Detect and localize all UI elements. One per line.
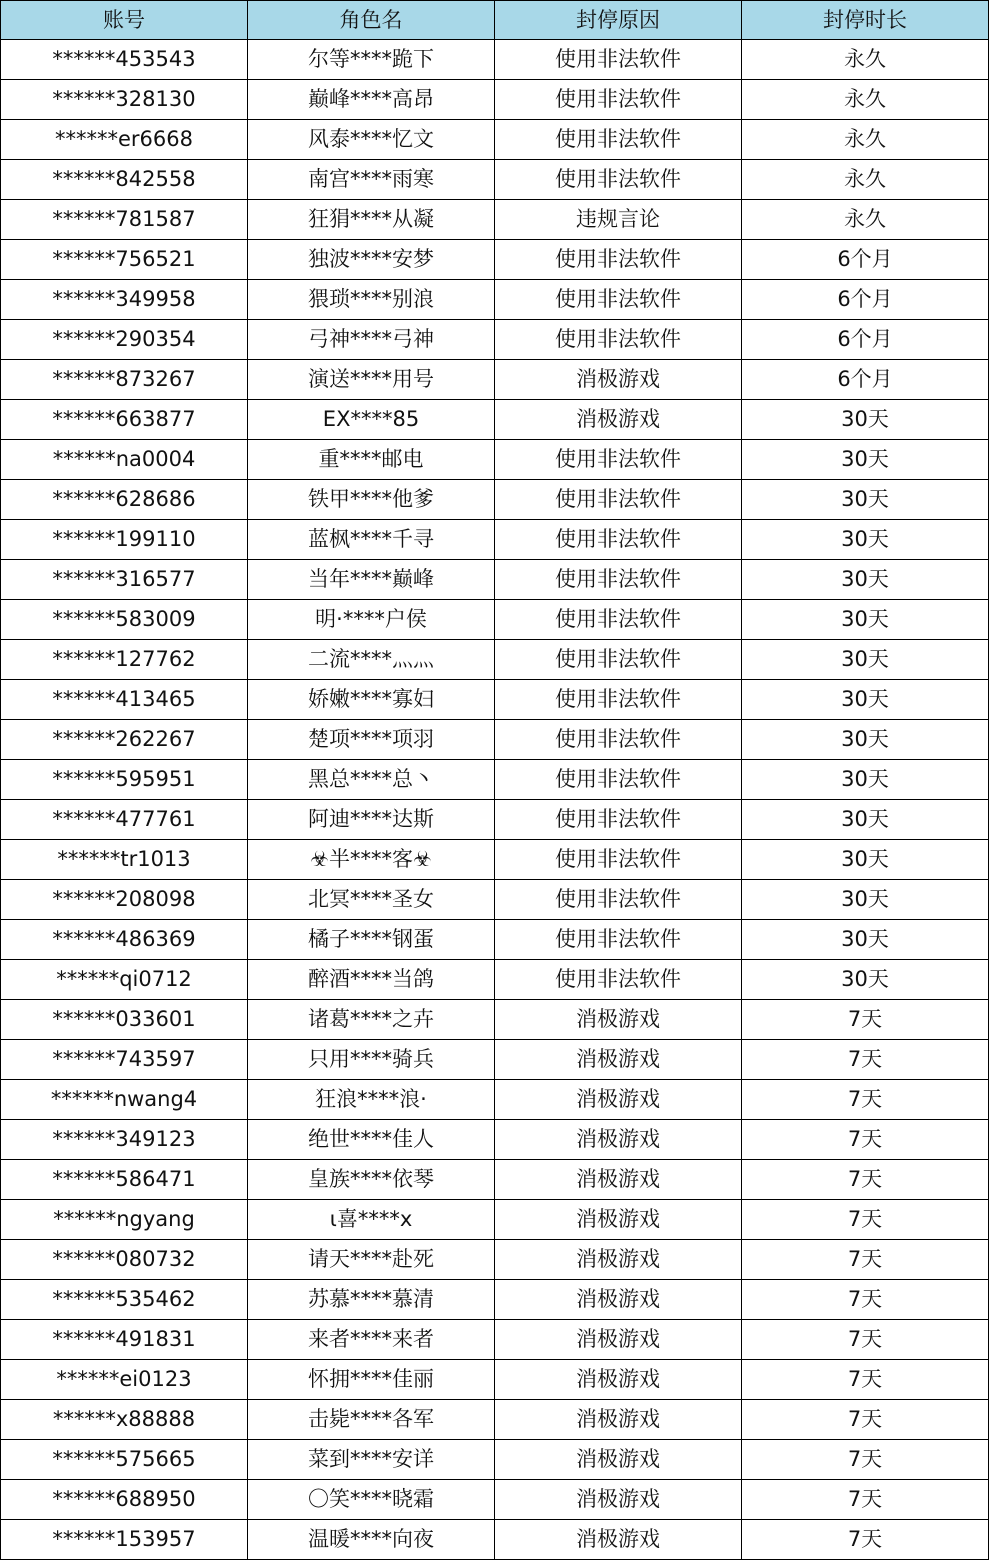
cell-ban-reason: 使用非法软件 (495, 800, 742, 840)
table-row (1, 400, 989, 440)
header-ban-duration: 封停时长 (742, 1, 989, 40)
table-row (1, 920, 989, 960)
cell-role-name: 怀拥****佳丽 (248, 1360, 495, 1400)
cell-ban-reason: 使用非法软件 (495, 280, 742, 320)
cell-ban-duration: 永久 (742, 80, 989, 120)
cell-ban-duration: 7天 (742, 1520, 989, 1560)
cell-role-name: 猥琐****别浪 (248, 280, 495, 320)
cell-ban-duration: 7天 (742, 1120, 989, 1160)
cell-ban-reason: 使用非法软件 (495, 120, 742, 160)
cell-role-name: 〇笑****晓霜 (248, 1480, 495, 1520)
cell-role-name: 狂浪****浪· (248, 1080, 495, 1120)
header-account: 账号 (1, 1, 248, 40)
cell-ban-duration: 永久 (742, 160, 989, 200)
table-row (1, 1120, 989, 1160)
header-ban-reason: 封停原因 (495, 1, 742, 40)
cell-ban-duration: 永久 (742, 120, 989, 160)
cell-role-name: 独波****安梦 (248, 240, 495, 280)
cell-ban-reason: 消极游戏 (495, 1360, 742, 1400)
cell-ban-reason: 使用非法软件 (495, 160, 742, 200)
cell-account: ******er6668 (1, 120, 248, 160)
cell-role-name: 来者****来者 (248, 1320, 495, 1360)
cell-role-name: 菜到****安详 (248, 1440, 495, 1480)
cell-role-name: 北冥****圣女 (248, 880, 495, 920)
cell-account: ******413465 (1, 680, 248, 720)
cell-ban-reason: 消极游戏 (495, 1160, 742, 1200)
cell-ban-duration: 6个月 (742, 240, 989, 280)
cell-account: ******583009 (1, 600, 248, 640)
cell-ban-reason: 使用非法软件 (495, 80, 742, 120)
cell-ban-reason: 使用非法软件 (495, 480, 742, 520)
cell-ban-duration: 7天 (742, 1440, 989, 1480)
cell-ban-reason: 消极游戏 (495, 1080, 742, 1120)
cell-ban-duration: 30天 (742, 520, 989, 560)
table-row (1, 680, 989, 720)
table-row (1, 760, 989, 800)
cell-ban-reason: 使用非法软件 (495, 640, 742, 680)
cell-account: ******208098 (1, 880, 248, 920)
cell-ban-reason: 使用非法软件 (495, 920, 742, 960)
table-row (1, 360, 989, 400)
cell-ban-reason: 消极游戏 (495, 400, 742, 440)
cell-account: ******781587 (1, 200, 248, 240)
table-row (1, 1240, 989, 1280)
table-row (1, 240, 989, 280)
cell-role-name: 风泰****忆文 (248, 120, 495, 160)
table-row (1, 1360, 989, 1400)
cell-ban-reason: 消极游戏 (495, 1480, 742, 1520)
cell-ban-reason: 使用非法软件 (495, 40, 742, 80)
table-row (1, 1280, 989, 1320)
cell-account: ******756521 (1, 240, 248, 280)
cell-account: ******453543 (1, 40, 248, 80)
table-row (1, 720, 989, 760)
cell-account: ******x88888 (1, 1400, 248, 1440)
cell-account: ******033601 (1, 1000, 248, 1040)
cell-ban-reason: 使用非法软件 (495, 760, 742, 800)
cell-role-name: 铁甲****他爹 (248, 480, 495, 520)
cell-ban-reason: 违规言论 (495, 200, 742, 240)
table-row (1, 960, 989, 1000)
cell-role-name: 弓神****弓神 (248, 320, 495, 360)
cell-account: ******842558 (1, 160, 248, 200)
cell-role-name: 黑总****总丶 (248, 760, 495, 800)
cell-ban-duration: 30天 (742, 440, 989, 480)
table-row (1, 800, 989, 840)
cell-account: ******127762 (1, 640, 248, 680)
table-row (1, 1200, 989, 1240)
cell-role-name: 醉酒****当鸽 (248, 960, 495, 1000)
cell-ban-reason: 消极游戏 (495, 1280, 742, 1320)
table-row (1, 160, 989, 200)
cell-role-name: 苏慕****慕清 (248, 1280, 495, 1320)
cell-account: ******tr1013 (1, 840, 248, 880)
table-row (1, 1000, 989, 1040)
cell-ban-reason: 使用非法软件 (495, 560, 742, 600)
cell-ban-duration: 6个月 (742, 280, 989, 320)
table-row (1, 40, 989, 80)
cell-ban-reason: 消极游戏 (495, 1240, 742, 1280)
cell-role-name: 只用****骑兵 (248, 1040, 495, 1080)
cell-account: ******491831 (1, 1320, 248, 1360)
cell-role-name: 演送****用号 (248, 360, 495, 400)
cell-ban-duration: 30天 (742, 800, 989, 840)
cell-account: ******688950 (1, 1480, 248, 1520)
cell-ban-duration: 7天 (742, 1240, 989, 1280)
cell-ban-duration: 30天 (742, 680, 989, 720)
cell-ban-duration: 30天 (742, 960, 989, 1000)
cell-ban-duration: 30天 (742, 720, 989, 760)
cell-account: ******290354 (1, 320, 248, 360)
cell-ban-duration: 7天 (742, 1080, 989, 1120)
cell-account: ******486369 (1, 920, 248, 960)
cell-ban-reason: 消极游戏 (495, 360, 742, 400)
cell-ban-reason: 使用非法软件 (495, 960, 742, 1000)
cell-ban-reason: 使用非法软件 (495, 520, 742, 560)
cell-role-name: 蓝枫****千寻 (248, 520, 495, 560)
cell-ban-duration: 30天 (742, 480, 989, 520)
cell-ban-reason: 使用非法软件 (495, 240, 742, 280)
cell-account: ******316577 (1, 560, 248, 600)
table-row (1, 480, 989, 520)
cell-ban-duration: 永久 (742, 200, 989, 240)
cell-account: ******199110 (1, 520, 248, 560)
cell-ban-reason: 消极游戏 (495, 1040, 742, 1080)
table-row (1, 600, 989, 640)
cell-account: ******153957 (1, 1520, 248, 1560)
cell-ban-duration: 7天 (742, 1160, 989, 1200)
cell-role-name: 明·****户侯 (248, 600, 495, 640)
cell-account: ******262267 (1, 720, 248, 760)
cell-role-name: 绝世****佳人 (248, 1120, 495, 1160)
cell-role-name: 诸葛****之卉 (248, 1000, 495, 1040)
cell-ban-duration: 30天 (742, 400, 989, 440)
cell-ban-reason: 消极游戏 (495, 1000, 742, 1040)
cell-role-name: 请天****赴死 (248, 1240, 495, 1280)
table-row (1, 320, 989, 360)
cell-role-name: 尔等****跪下 (248, 40, 495, 80)
cell-account: ******663877 (1, 400, 248, 440)
cell-ban-duration: 7天 (742, 1320, 989, 1360)
table-row (1, 280, 989, 320)
cell-ban-duration: 30天 (742, 640, 989, 680)
cell-ban-reason: 使用非法软件 (495, 880, 742, 920)
table-row (1, 1440, 989, 1480)
cell-ban-duration: 7天 (742, 1040, 989, 1080)
cell-ban-reason: 使用非法软件 (495, 600, 742, 640)
cell-role-name: 橘子****钢蛋 (248, 920, 495, 960)
table-row (1, 440, 989, 480)
cell-role-name: 阿迪****达斯 (248, 800, 495, 840)
table-header-row (1, 1, 989, 40)
cell-role-name: 温暖****向夜 (248, 1520, 495, 1560)
table-row (1, 1080, 989, 1120)
table-row (1, 520, 989, 560)
cell-account: ******349958 (1, 280, 248, 320)
cell-account: ******575665 (1, 1440, 248, 1480)
cell-ban-duration: 7天 (742, 1480, 989, 1520)
cell-account: ******873267 (1, 360, 248, 400)
cell-role-name: 巅峰****高昂 (248, 80, 495, 120)
table-row (1, 840, 989, 880)
cell-ban-duration: 6个月 (742, 320, 989, 360)
cell-ban-reason: 使用非法软件 (495, 840, 742, 880)
cell-account: ******nwang4 (1, 1080, 248, 1120)
cell-role-name: 娇嫩****寡妇 (248, 680, 495, 720)
cell-account: ******743597 (1, 1040, 248, 1080)
table-row (1, 1400, 989, 1440)
cell-account: ******ei0123 (1, 1360, 248, 1400)
cell-account: ******595951 (1, 760, 248, 800)
table-row (1, 120, 989, 160)
cell-ban-duration: 30天 (742, 880, 989, 920)
cell-account: ******080732 (1, 1240, 248, 1280)
cell-ban-reason: 使用非法软件 (495, 680, 742, 720)
cell-account: ******628686 (1, 480, 248, 520)
table-row (1, 880, 989, 920)
cell-role-name: ι喜****x (248, 1200, 495, 1240)
header-role-name: 角色名 (248, 1, 495, 40)
table-row (1, 1480, 989, 1520)
cell-role-name: 南宫****雨寒 (248, 160, 495, 200)
cell-ban-reason: 消极游戏 (495, 1520, 742, 1560)
table-row (1, 80, 989, 120)
cell-ban-reason: 使用非法软件 (495, 320, 742, 360)
cell-role-name: 重****邮电 (248, 440, 495, 480)
cell-role-name: 皇族****依琴 (248, 1160, 495, 1200)
cell-ban-duration: 30天 (742, 920, 989, 960)
table-body (1, 40, 989, 1560)
cell-account: ******349123 (1, 1120, 248, 1160)
cell-ban-reason: 消极游戏 (495, 1200, 742, 1240)
table-row (1, 1520, 989, 1560)
cell-ban-duration: 30天 (742, 840, 989, 880)
table-row (1, 560, 989, 600)
table-row (1, 1320, 989, 1360)
cell-ban-duration: 6个月 (742, 360, 989, 400)
cell-account: ******ngyang (1, 1200, 248, 1240)
cell-account: ******535462 (1, 1280, 248, 1320)
cell-ban-duration: 30天 (742, 760, 989, 800)
cell-ban-reason: 消极游戏 (495, 1320, 742, 1360)
cell-ban-duration: 7天 (742, 1200, 989, 1240)
table-row (1, 1040, 989, 1080)
cell-role-name: 二流****灬灬 (248, 640, 495, 680)
cell-ban-reason: 消极游戏 (495, 1400, 742, 1440)
table-row (1, 640, 989, 680)
cell-ban-reason: 消极游戏 (495, 1120, 742, 1160)
cell-ban-duration: 永久 (742, 40, 989, 80)
cell-role-name: ☣半****客☣ (248, 840, 495, 880)
cell-account: ******477761 (1, 800, 248, 840)
cell-ban-duration: 7天 (742, 1360, 989, 1400)
cell-role-name: EX****85 (248, 400, 495, 440)
cell-ban-duration: 7天 (742, 1400, 989, 1440)
table-row (1, 200, 989, 240)
cell-account: ******586471 (1, 1160, 248, 1200)
cell-ban-duration: 30天 (742, 560, 989, 600)
cell-ban-reason: 使用非法软件 (495, 720, 742, 760)
cell-ban-duration: 7天 (742, 1000, 989, 1040)
cell-account: ******na0004 (1, 440, 248, 480)
cell-ban-reason: 消极游戏 (495, 1440, 742, 1480)
cell-role-name: 狂狷****从凝 (248, 200, 495, 240)
cell-role-name: 当年****巅峰 (248, 560, 495, 600)
cell-role-name: 击毙****各军 (248, 1400, 495, 1440)
cell-ban-duration: 30天 (742, 600, 989, 640)
cell-ban-reason: 使用非法软件 (495, 440, 742, 480)
cell-ban-duration: 7天 (742, 1280, 989, 1320)
cell-account: ******qi0712 (1, 960, 248, 1000)
table-row (1, 1160, 989, 1200)
cell-account: ******328130 (1, 80, 248, 120)
cell-role-name: 楚项****项羽 (248, 720, 495, 760)
